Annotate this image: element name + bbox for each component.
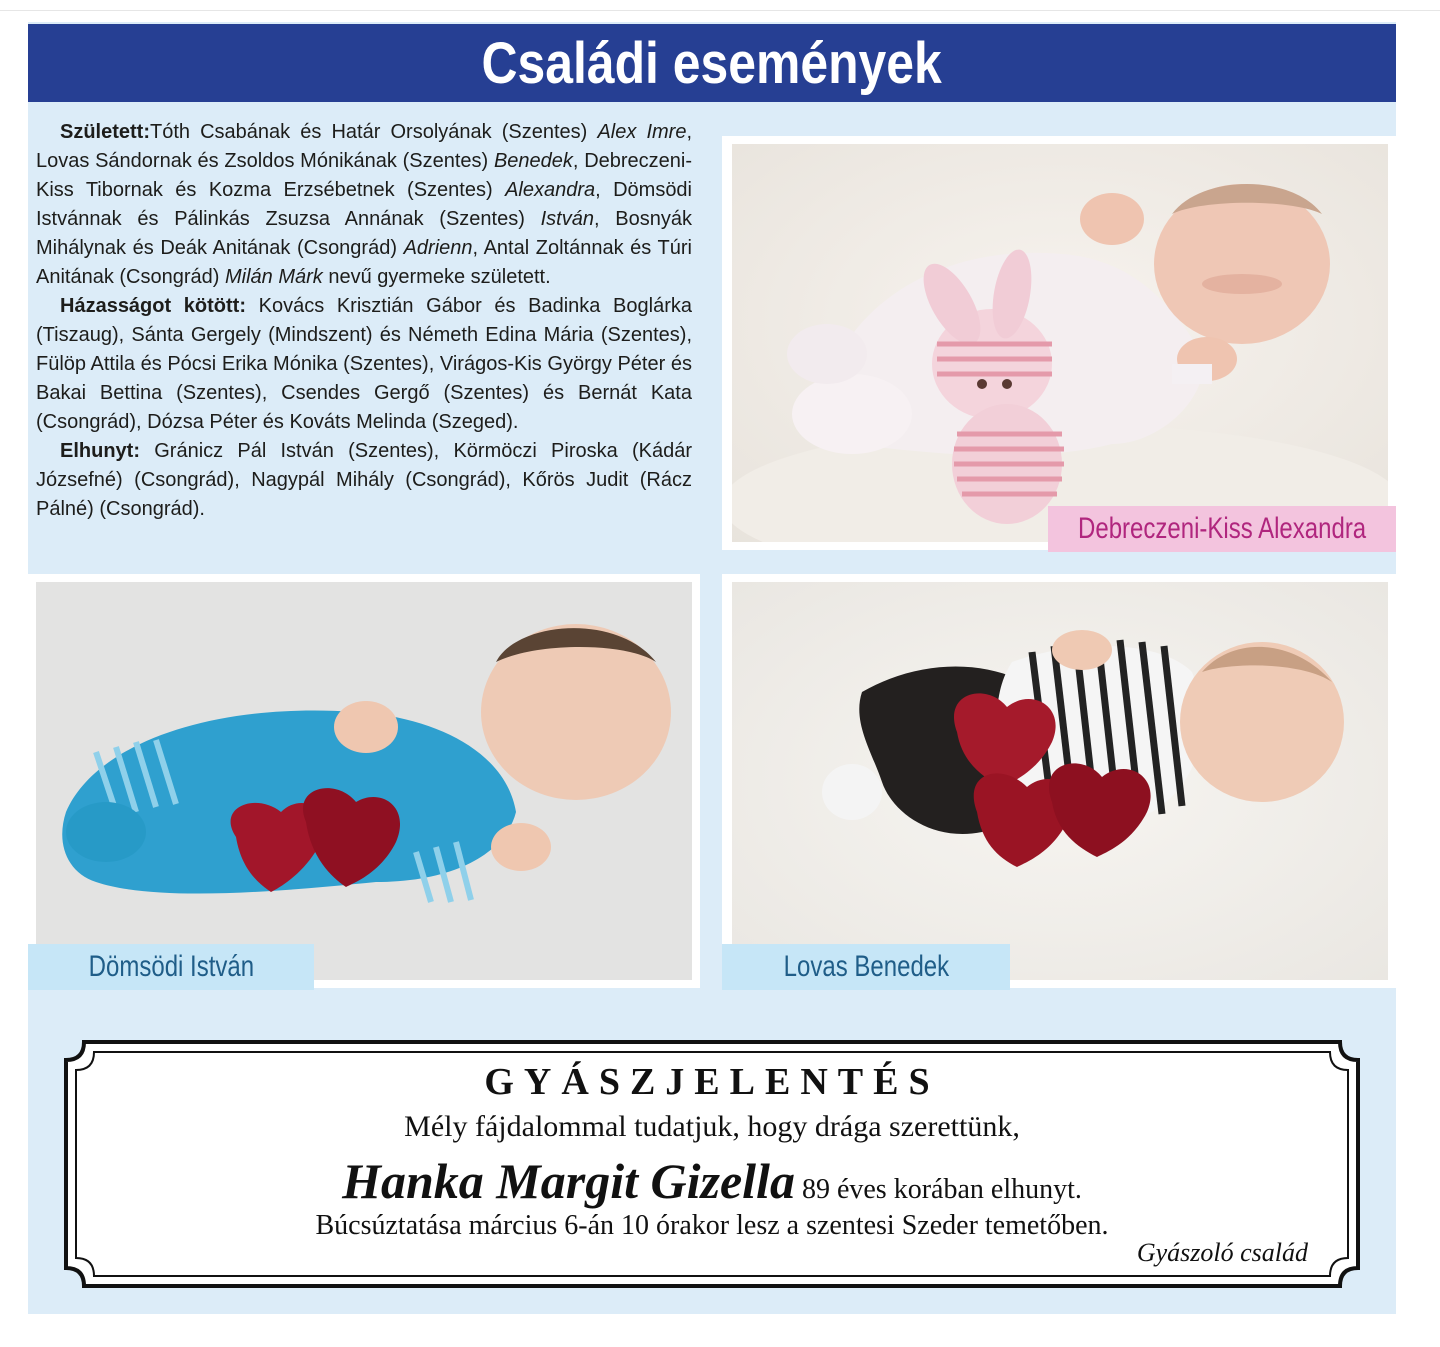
baby-striped-image bbox=[732, 582, 1388, 980]
section-header bbox=[28, 24, 1396, 102]
obituary-funeral: Búcsúztatása március 6-án 10 órakor lesz a szentesi Szeder temetőben. bbox=[315, 1210, 1109, 1241]
baby-pink-image bbox=[732, 144, 1388, 542]
deceased-name: Hanka Margit Gizella bbox=[342, 1153, 795, 1209]
obituary-title: GYÁSZJELENTÉS bbox=[484, 1061, 940, 1103]
deaths-paragraph bbox=[36, 437, 692, 524]
photo-istvan bbox=[36, 582, 692, 980]
marriages-text: Kovács Krisztián Gábor és Badinka Boglárka (Tiszaug), Sánta Gergely (Mindszent) és Németh Edina Mária (Szentes), Fülöp Attila és Pócsi Erika Mónika (Szentes), Virágos-Kis György Péter és Bakai Bettina (Szentes), Csendes Gergő (Szentes) és Bernát Kata (Csongrád), Dózsa Péter és Kováts Melinda (Szeged). bbox=[36, 295, 692, 433]
baby-blue-image bbox=[36, 582, 692, 980]
deaths-text: Gránicz Pál István (Szentes), Körmöczi Piroska (Kádár Józsefné) (Csongrád), Nagypál Mihály (Csongrád), Kőrös Judit (Rácz Pálné) (Csongrád). bbox=[36, 440, 692, 520]
deaths-label: Elhunyt: bbox=[60, 440, 140, 462]
obituary-age: 89 éves korában elhunyt. bbox=[794, 1174, 1082, 1205]
top-strip bbox=[0, 0, 1440, 11]
photo-alexandra bbox=[732, 144, 1388, 542]
obituary-name-line bbox=[64, 1152, 1360, 1210]
section-title: Családi események bbox=[481, 30, 943, 96]
marriages-paragraph bbox=[36, 292, 692, 437]
caption-alexandra: Debreczeni-Kiss Alexandra bbox=[1048, 506, 1396, 552]
announcements-column bbox=[36, 118, 692, 524]
caption-benedek: Lovas Benedek bbox=[722, 944, 1010, 990]
caption-istvan: Dömsödi István bbox=[28, 944, 314, 990]
obituary-intro: Mély fájdalommal tudatjuk, hogy drága szerettünk, bbox=[404, 1110, 1020, 1143]
photo-benedek bbox=[732, 582, 1388, 980]
obituary-box bbox=[64, 1040, 1360, 1288]
obituary-content bbox=[64, 1040, 1360, 1288]
births-paragraph: Született:Tóth Csabának és Határ Orsolyának (Szentes) Alex Imre, Lovas Sándornak és Zsoldos Mónikának (Szentes) Benedek, Debreczeni-Kiss Tibornak és Kozma Erzsébetnek (Szentes) Alexandra, Dömsödi Istvánnak és Pálinkás Zsuzsa Annának (Szentes) István, Bosnyák Mihálynak és Deák Anitának (Csongrád) Adrienn, Antal Zoltánnak és Túri Anitának (Csongrád) Milán Márk nevű gyermeke született. bbox=[36, 121, 693, 288]
marriages-label: Házasságot kötött: bbox=[60, 295, 246, 317]
obituary-signature: Gyászoló család bbox=[1136, 1238, 1308, 1267]
births-label: Született: bbox=[60, 121, 150, 143]
